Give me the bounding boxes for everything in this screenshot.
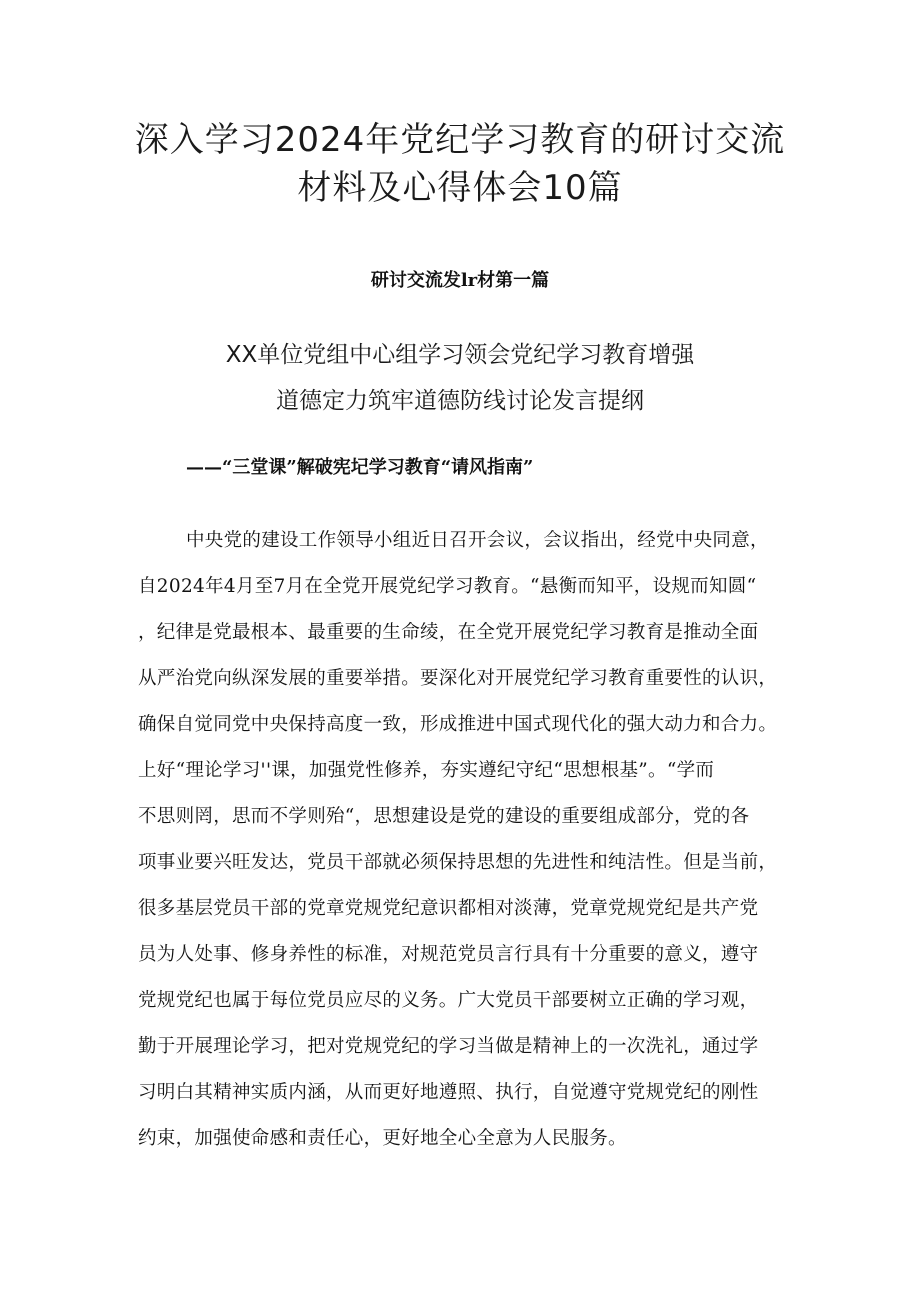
body-line: 习明白其精神实质内涵，从而更好地遵照、执行，自觉遵守党规党纪的刚性 — [138, 1082, 759, 1103]
document-title-line-1: 深入学习2024年党纪学习教育的研讨交流 — [134, 120, 786, 160]
body-line: 从严治党向纵深发展的重要举措。要深化对开展党纪学习教育重要性的认识， — [138, 668, 778, 689]
body-line: 不思则罔，思而不学则殆“，思想建设是党的建设的重要组成部分，党的各 — [138, 806, 750, 827]
tagline: ——“三堂课”解破宪圮学习教育“请风指南” — [186, 457, 534, 478]
body-paragraph — [138, 518, 798, 1162]
body-line: 党规党纪也属于每位党员应尽的义务。广大党员干部要树立正确的学习观， — [138, 990, 759, 1011]
body-line: 很多基层党员干部的党章党规党纪意识都相对淡薄，党章党规党纪是共产党 — [138, 898, 759, 919]
body-line: 确保自觉同党中央保持高度一致，形成推进中国式现代化的强大动力和合力。 — [138, 714, 778, 735]
body-line: ，纪律是党最根本、最重要的生命绫，在全党开展党纪学习教育是推动全面 — [138, 622, 759, 643]
body-line: 约束，加强使命感和责任心，更好地全心全意为人民服务。 — [138, 1128, 627, 1149]
subtitle-line-2: 道德定力筑牢道德防线讨论发言提纲 — [276, 388, 644, 414]
body-line: 项事业要兴旺发达，党员干部就必须保持思想的先进性和纯洁性。但是当前， — [138, 852, 778, 873]
body-line: 中央党的建设工作领导小组近日召开会议，会议指出，经党中央同意， — [186, 530, 769, 551]
document-title-line-2: 材料及心得体会10篇 — [297, 168, 623, 208]
body-line: 员为人处事、修身养性的标准，对规范党员言行具有十分重要的意义，遵守 — [138, 944, 759, 965]
body-line: 自2024年4月至7月在全党开展党纪学习教育。“悬衡而知平，设规而知圆“ — [138, 576, 757, 597]
section-label: 研讨交流发lr材第一篇 — [370, 270, 550, 291]
body-line: 上好“理论学习''课，加强党性修养，夯实遵纪守纪“思想根基”。“学而 — [138, 760, 715, 781]
subtitle-line-1: XX单位党组中心组学习领会党纪学习教育增强 — [225, 342, 695, 368]
body-line: 勤于开展理论学习，把对党规党纪的学习当做是精神上的一次洗礼，通过学 — [138, 1036, 759, 1057]
